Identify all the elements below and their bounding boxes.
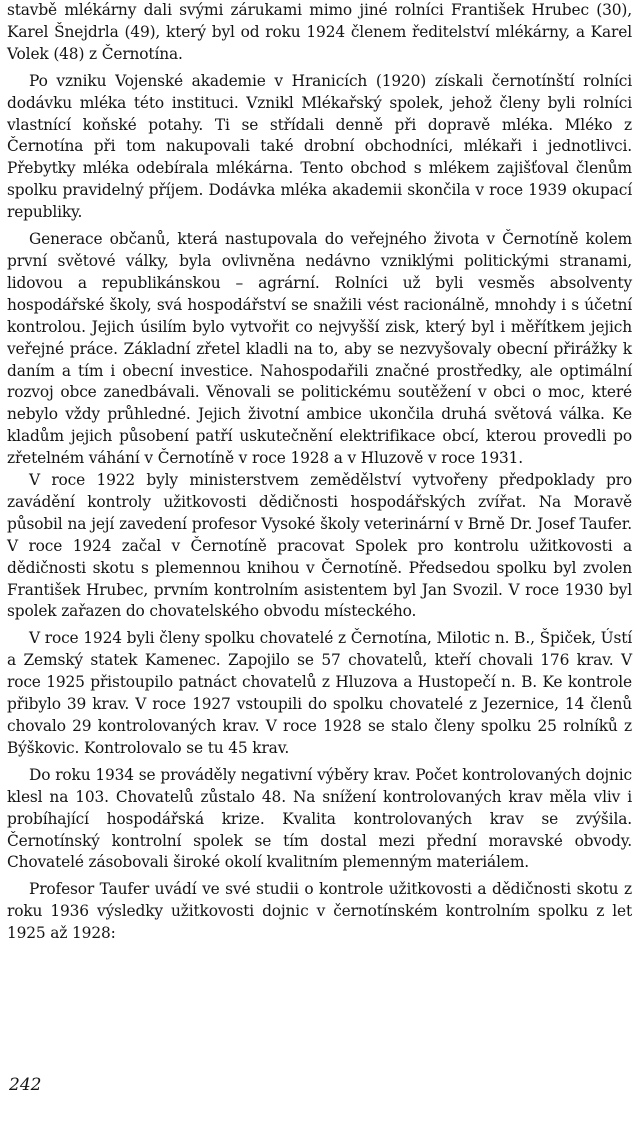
body-text <box>7 0 632 945</box>
paragraph-taufer-study: Profesor Taufer uvádí ve své studii o kontrole užitkovosti a dědičnosti skotu z roku 1936 výsledky užitkovosti dojnic v černotínském kontrolním spolku z let 1925 až 1928: <box>7 880 632 943</box>
paragraph-generation-of-citizens: Generace občanů, která nastupovala do veřejného života v Černotíně kolem první světové války, byla ovlivněna nedávno vzniklými politickými stranami, lidovou a republikánskou – agrární. Rolníci už byli vesměs absolventy hospodářské školy, svá hospodářství se snažili vést racionálně, mnohdy i s účetní kontrolou. Jejich úsilím bylo vytvořit co nejvyšší zisk, který byl i měřítkem jejich veřejné práce. Základní zřetel kladli na to, aby se nezvyšovaly obecní přirážky k daním a tím i obecní investice. Nahospodařili značné prostředky, ale optimální rozvoj obce zanedbávali. Věnovali se politickému soutěžení v obci o moc, které nebylo vždy průhledné. Jejich životní ambice ukončila druhá světová válka. Ke kladům jejich působení patří uskutečnění elektrifikace obcí, kterou provedli po zřetelném váhání v Černotíně v roce 1928 a v Hluzově v roce 1931. <box>7 230 632 468</box>
paragraph-military-academy-milk: Po vzniku Vojenské akademie v Hranicích (1920) získali černotínští rolníci dodávku mléka této instituci. Vznikl Mlékařský spolek, jehož členy byli rolníci vlastnící koňské potahy. Ti se střídali denně při dopravě mléka. Mléko z Černotína při tom nakupovali také drobní obchodníci, mlékaři i jednotlivci. Přebytky mléka odebírala mlékárna. Tento obchod s mlékem zajišťoval členům spolku pravidelný příjem. Dodávka mléka akademii skončila v roce 1939 okupací republiky. <box>7 71 632 222</box>
page-number: 242 <box>9 1075 42 1095</box>
paragraph-1922-livestock-control: V roce 1922 byly ministerstvem zemědělství vytvořeny předpoklady pro zavádění kontroly užitkovosti dědičnosti hospodářských zvířat. Na Moravě působil na její zavedení profesor Vysoké školy veterinární v Brně Dr. Josef Taufer. V roce 1924 začal v Černotíně pracovat Spolek pro kontrolu užitkovosti a dědičnosti skotu s plemennou knihou v Černotíně. Předsedou spolku byl zvolen František Hrubec, prvním kontrolním asistentem byl Jan Svozil. V roce 1930 byl spolek zařazen do chovatelského obvodu místeckého. <box>7 471 632 621</box>
paragraph-1934-selection: Do roku 1934 se prováděly negativní výběry krav. Počet kontrolovaných dojnic klesl na 103. Chovatelů zůstalo 48. Na snížení kontrolovaných krav měla vliv i probíhající hospodářská krize. Kvalita kontrolovaných krav se zvýšila. Černotínský kontrolní spolek se tím dostal mezi přední moravské obvody. Chovatelé zásobovali široké okolí kvalitním plemenným materiálem. <box>7 765 632 872</box>
paragraph-1924-members: V roce 1924 byli členy spolku chovatelé z Černotína, Milotic n. B., Špiček, Ústí a Zemský statek Kamenec. Zapojilo se 57 chovatelů, kteří chovali 176 krav. V roce 1925 přistoupilo patnáct chovatelů z Hluzova a Hustopečí n. B. Ke kontrole přibylo 39 krav. V roce 1927 vstoupili do spolku chovatelé z Jezernice, 14 členů chovalo 29 kontrolovaných krav. V roce 1928 se stalo členy spolku 25 rolníků z Býškovic. Kontrolovalo se tu 45 krav. <box>7 629 632 757</box>
paragraph-continuation: stavbě mlékárny dali svými zárukami mimo jiné rolníci František Hrubec (30), Karel Šnejdrla (49), který byl od roku 1924 členem ředitelství mlékárny, a Karel Volek (48) z Černotína. <box>7 1 632 63</box>
